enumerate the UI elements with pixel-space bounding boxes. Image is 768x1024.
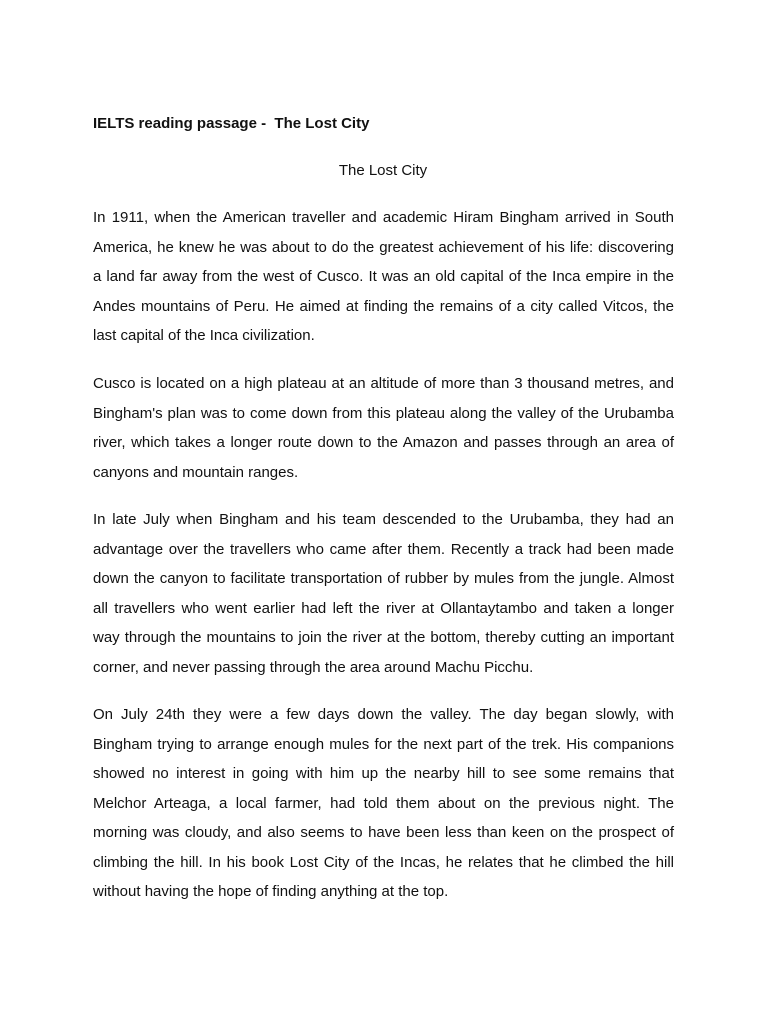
paragraph: In 1911, when the American traveller and academic Hiram Bingham arrived in South America, he knew he was about to do the greatest achievement of his life: discovering a land far away from the west of Cusco. It was an old capital of the Inca empire in the Andes mountains of Peru. He aimed at finding the remains of a city called Vitcos, the last capital of the Inca civilization. [93,209,674,344]
passage-title: The Lost City [338,162,428,179]
paragraph: Cusco is located on a high plateau at an altitude of more than 3 thousand metres, and Bingham's plan was to come down from this plateau along the valley of the Urubamba river, which takes a longer route down to the Amazon and passes through an area of canyons and mountain ranges. [93,375,674,481]
paragraph: On July 24th they were a few days down the valley. The day began slowly, with Bingham trying to arrange enough mules for the next part of the trek. His companions showed no interest in going with him up the nearby hill to see some remains that Melchor Arteaga, a local farmer, had told them about on the previous night. The morning was cloudy, and also seems to have been less than keen on the prospect of climbing the hill. In his book Lost City of the Incas, he relates that he climbed the hill without having the hope of finding anything at the top. [93,706,674,900]
document-heading: IELTS reading passage - The Lost City [93,115,370,132]
paragraph: In late July when Bingham and his team descended to the Urubamba, they had an advantage over the travellers who came after them. Recently a track had been made down the canyon to facilitate transportation of rubber by mules from the jungle. Almost all travellers who went earlier had left the river at Ollantaytambo and taken a longer way through the mountains to join the river at the bottom, thereby cutting an important corner, and never passing through the area around Machu Picchu. [93,511,674,676]
